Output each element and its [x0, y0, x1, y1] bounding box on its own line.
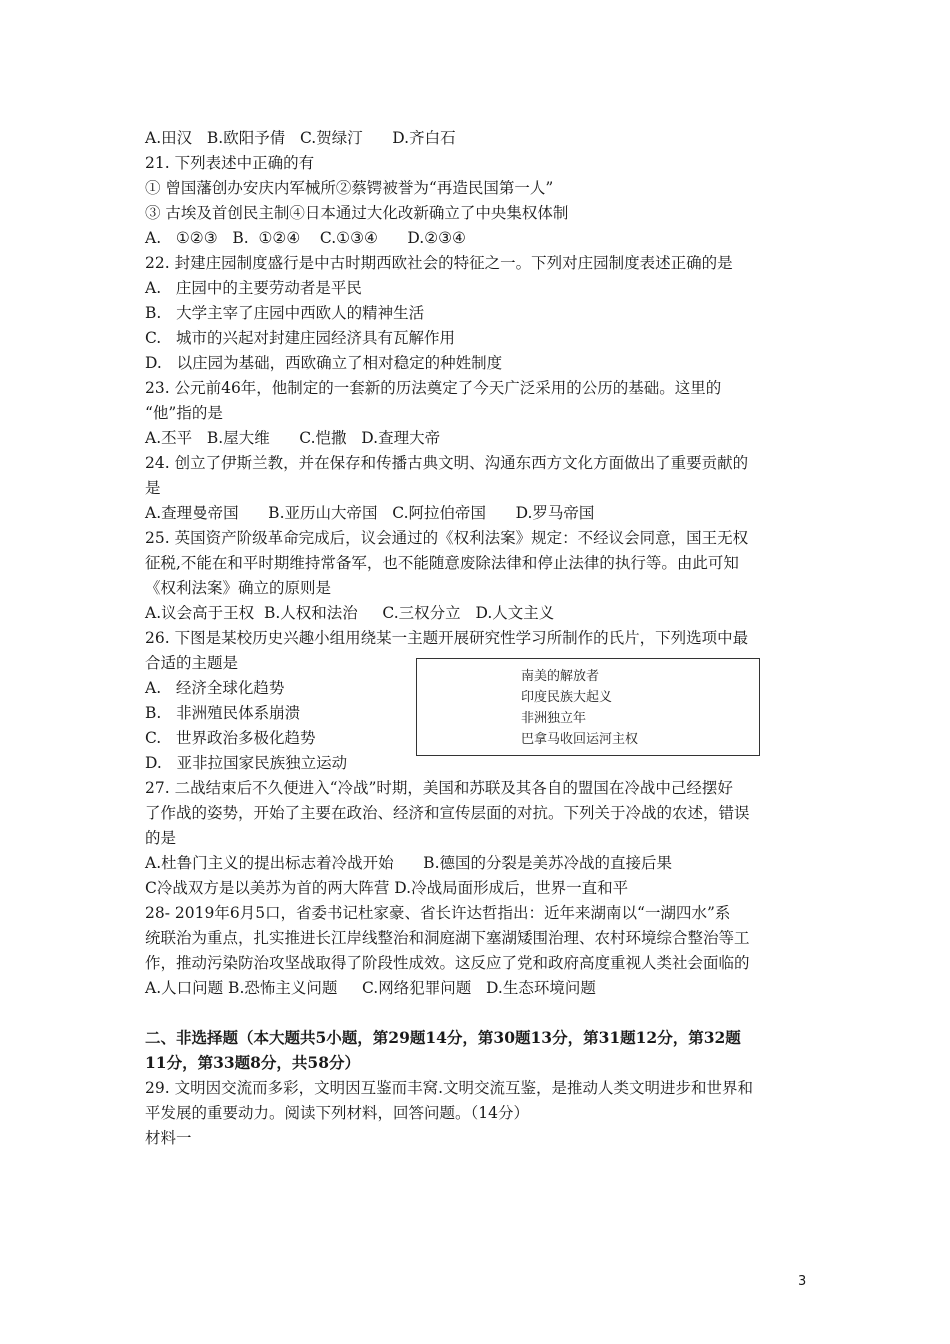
- q24-stem-2: 是: [145, 479, 161, 497]
- q25-stem-1: 25. 英国资产阶级革命完成后，议会通过的《权利法案》规定：不经议会同意，国王无权: [145, 529, 749, 547]
- card-line: 非洲独立年: [521, 711, 587, 726]
- q22-option-d: D. 以庄园为基础，西欧确立了相对稳定的种姓制度: [145, 354, 503, 372]
- card-line: 巴拿马收回运河主权: [521, 732, 639, 747]
- q22-option-b: B. 大学主宰了庄园中西欧人的精神生活: [145, 304, 425, 322]
- q29-stem-2: 平发展的重要动力。阅读下列材料，回答问题。（14分）: [145, 1104, 529, 1122]
- q27-options-ab: A.杜鲁门主义的提出标志着冷战开始 B.德国的分裂是美苏冷战的直接后果: [145, 854, 673, 872]
- q21-statement-1: ① 曾国藩创办安庆内军械所②蔡锷被誉为“再造民国第一人”: [145, 179, 554, 197]
- q24-stem-1: 24. 创立了伊斯兰教，并在保存和传播古典文明、沟通东西方文化方面做出了重要贡献的: [145, 454, 749, 472]
- q26-option-a: A. 经济全球化趋势: [145, 679, 285, 697]
- q23-options: A.丕平 B.屋大维 C.恺撒 D.查理大帝: [145, 429, 441, 447]
- q27-stem-1: 27. 二战结束后不久便进入“冷战”时期，美国和苏联及其各自的盟国在冷战中己经摆好: [145, 779, 733, 797]
- q27-stem-3: 的是: [145, 829, 177, 847]
- card-line: 南美的解放者: [521, 669, 600, 684]
- page-number: 3: [798, 1274, 807, 1289]
- q26-stem-1: 26. 下图是某校历史兴趣小组用绕某一主题开展研究性学习所制作的氏片，下列选项中最: [145, 629, 749, 647]
- q23-stem-2: “他”指的是: [145, 404, 223, 422]
- q27-options-cd: C冷战双方是以美苏为首的两大阵营 D.冷战局面形成后，世界一直和平: [145, 879, 629, 897]
- q29-material-label: 材料一: [145, 1129, 192, 1147]
- q21-options: A. ①②③ B. ①②④ C.①③④ D.②③④: [145, 229, 466, 247]
- q25-stem-3: 《权利法案》确立的原则是: [145, 579, 332, 597]
- q26-card-figure: [416, 658, 760, 756]
- q22-stem: 22. 封建庄园制度盛行是中古时期西欧社会的特征之一。下列对庄园制度表述正确的是: [145, 254, 733, 272]
- q22-option-c: C. 城市的兴起对封建庄园经济具有瓦解作用: [145, 329, 456, 347]
- q24-options: A.查理曼帝国 B.亚历山大帝国 C.阿拉伯帝国 D.罗马帝国: [145, 504, 595, 522]
- section2-heading-1: 二、非选择题（本大题共5小题，第29题14分，第30题13分，第31题12分，第32题: [145, 1028, 741, 1047]
- q20-options: A.田汉 B.欧阳予倩 C.贺绿汀 D.齐白石: [145, 129, 456, 147]
- q26-option-b: B. 非洲殖民体系崩溃: [145, 704, 301, 722]
- q21-statement-2: ③ 古埃及首创民主制④日本通过大化改新确立了中央集权体制: [145, 204, 569, 222]
- q27-stem-2: 了作战的姿势，开始了主要在政治、经济和宣传层面的对抗。下列关于冷战的农述，错误: [145, 804, 750, 822]
- card-line: 印度民族大起义: [521, 690, 613, 705]
- q22-option-a: A. 庄园中的主要劳动者是平民: [145, 279, 362, 297]
- q26-option-d: D. 亚非拉国家民族独立运动: [145, 754, 348, 772]
- q21-stem: 21. 下列表述中正确的有: [145, 154, 315, 172]
- q26-stem-2: 合适的主题是: [145, 654, 239, 672]
- q28-stem-1: 28- 2019年6月5口，省委书记杜家豪、省长许达哲指出：近年来湖南以“一湖四水”系: [145, 904, 731, 922]
- section2-heading-2: 11分，第33题8分，共58分）: [145, 1053, 360, 1072]
- q25-stem-2: 征税,不能在和平时期维持常备军，也不能随意废除法律和停止法律的执行等。由此可知: [145, 554, 739, 572]
- q29-stem-1: 29. 文明因交流而多彩，文明因互鉴而丰窝.文明交流互鉴，是推动人类文明进步和世界和: [145, 1079, 754, 1097]
- q26-option-c: C. 世界政治多极化趋势: [145, 729, 316, 747]
- q28-stem-2: 统联治为重点，扎实推进长江岸线整治和洞庭湖下塞湖矮围治理、农村环境综合整治等工: [145, 929, 750, 947]
- q28-stem-3: 作，推动污染防治攻坚战取得了阶段性成效。这反应了党和政府高度重视人类社会面临的: [145, 954, 750, 972]
- q25-options: A.议会高于王权 B.人权和法治 C.三权分立 D.人文主义: [145, 604, 555, 622]
- q28-options: A.人口问题 B.恐怖主义问题 C.网络犯罪问题 D.生态环境问题: [145, 979, 596, 997]
- q23-stem-1: 23. 公元前46年，他制定的一套新的历法奠定了今天广泛采用的公历的基础。这里的: [145, 379, 722, 397]
